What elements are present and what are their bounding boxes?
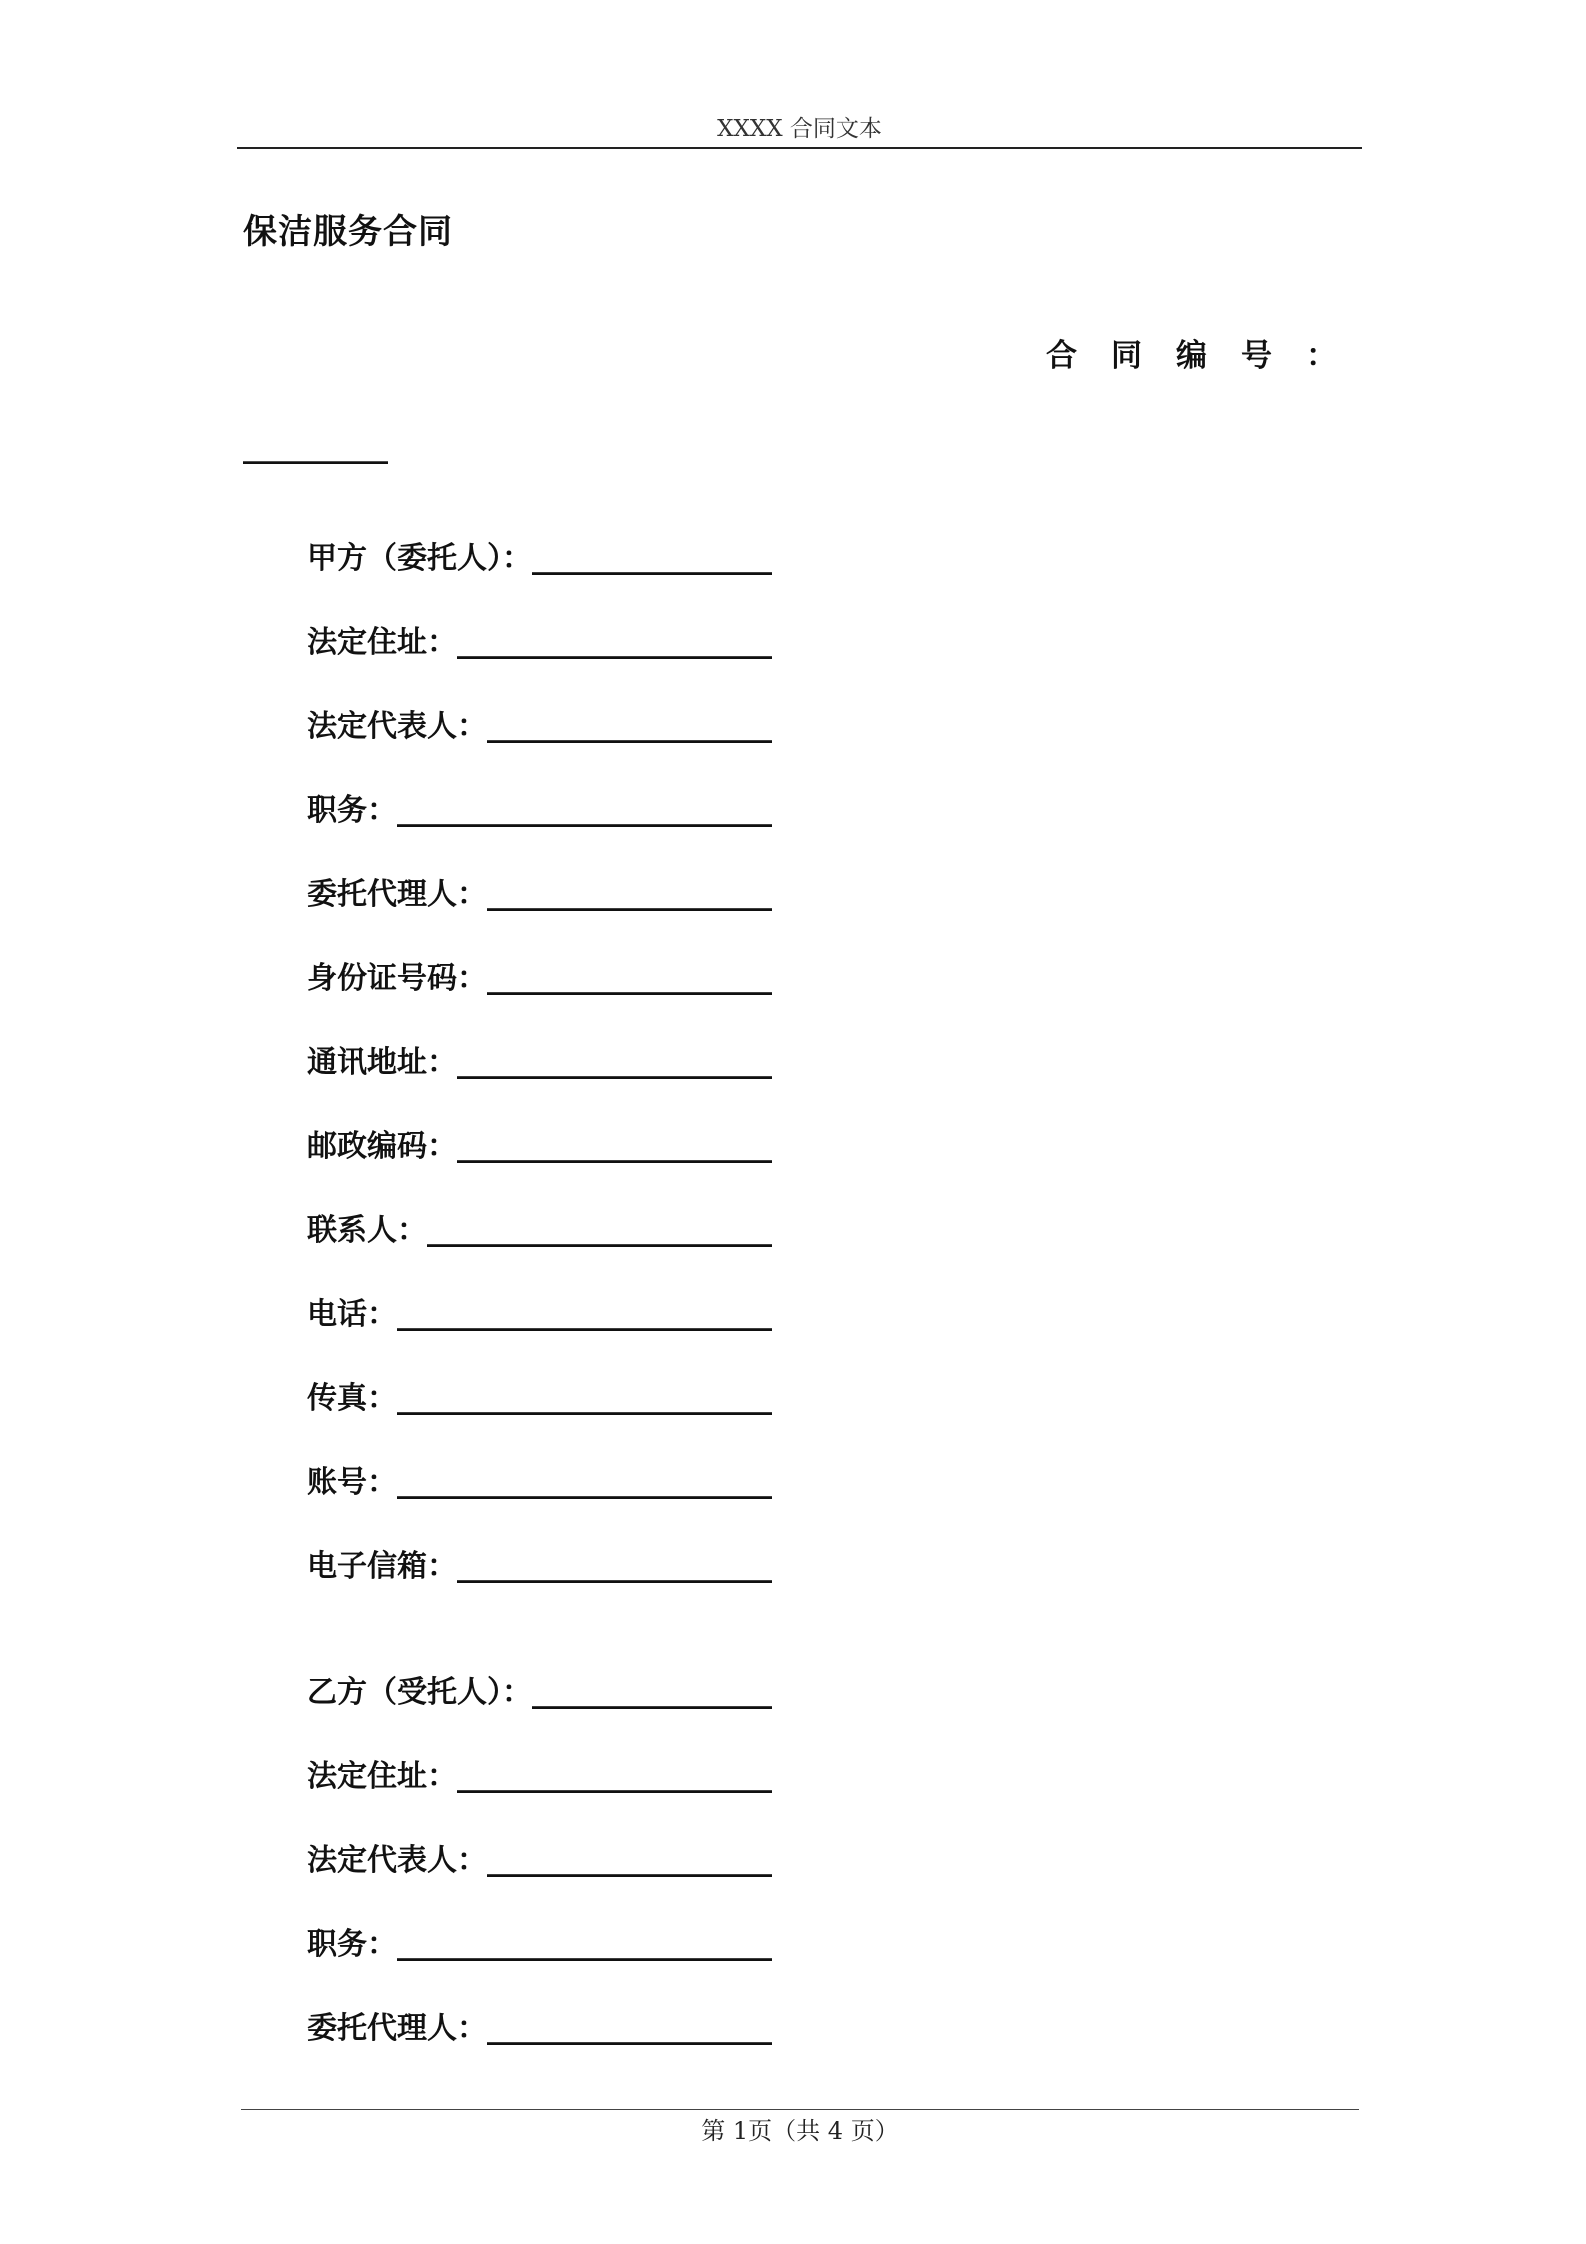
party-a-legal-rep-field: 法定代表人：___________________ <box>307 709 772 744</box>
party-a-mailing-address-field: 通讯地址：_____________________ <box>307 1045 772 1080</box>
party-a-postal-code-field: 邮政编码：_____________________ <box>307 1129 772 1164</box>
party-a-position-field: 职务：_________________________ <box>307 793 772 828</box>
contract-number-blank: __________ <box>243 430 388 464</box>
party-a-name-field: 甲方（委托人）：________________ <box>307 541 772 576</box>
header-divider <box>237 147 1362 149</box>
party-b-agent-field: 委托代理人：___________________ <box>307 2011 772 2046</box>
party-a-phone-field: 电话：_________________________ <box>307 1297 772 1332</box>
party-a-email-field: 电子信箱：_____________________ <box>307 1549 772 1584</box>
contract-number-label: 合同编号： <box>1046 338 1371 374</box>
party-b-legal-rep-field: 法定代表人：___________________ <box>307 1843 772 1878</box>
party-b-position-field: 职务：_________________________ <box>307 1927 772 1962</box>
party-a-agent-field: 委托代理人：___________________ <box>307 877 772 912</box>
document-title: 保洁服务合同 <box>243 212 453 252</box>
party-a-contact-field: 联系人：_______________________ <box>307 1213 772 1248</box>
party-a-account-field: 账号：_________________________ <box>307 1465 772 1500</box>
page-header: XXXX 合同文本 <box>717 116 882 142</box>
page-number: 第 1页（共 4 页） <box>701 2117 899 2145</box>
party-a-id-number-field: 身份证号码：___________________ <box>307 961 772 996</box>
party-a-address-field: 法定住址：_____________________ <box>307 625 772 660</box>
footer-divider <box>241 2109 1359 2110</box>
party-b-name-field: 乙方（受托人）：________________ <box>307 1675 772 1710</box>
party-a-fax-field: 传真：_________________________ <box>307 1381 772 1416</box>
party-b-address-field: 法定住址：_____________________ <box>307 1759 772 1794</box>
